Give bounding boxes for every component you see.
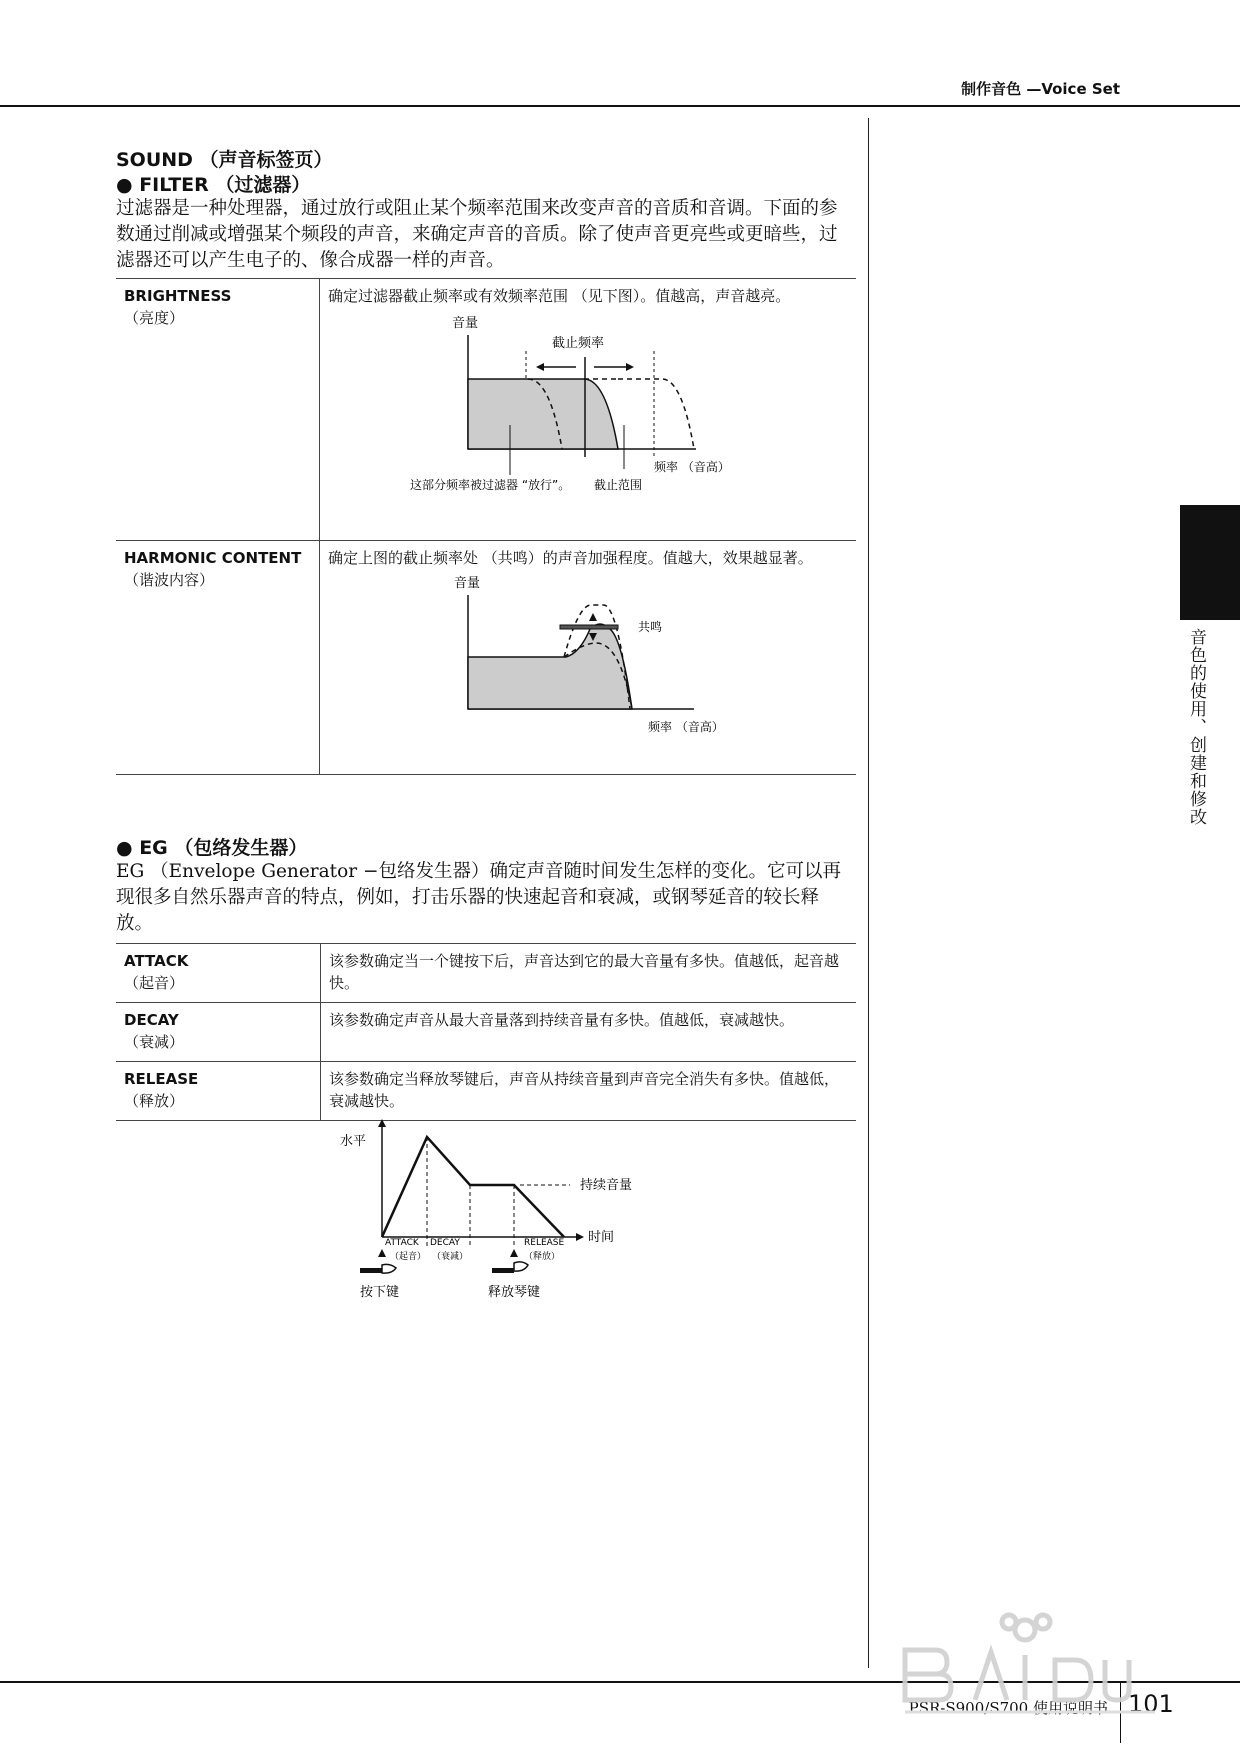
param-desc-cell [320, 541, 857, 775]
envelope-x-label: 时间 [588, 1230, 615, 1245]
side-tab-marker [1180, 505, 1240, 620]
sound-heading: SOUND （声音标签页） [116, 149, 333, 171]
table-row [116, 541, 856, 775]
eg-heading: ● EG （包络发生器） [116, 837, 308, 859]
attack-tag: ATTACK [385, 1238, 419, 1248]
watermark-logo [885, 1600, 1175, 1720]
filter-heading: ● FILTER （过滤器） [116, 174, 311, 196]
param-name-cell [116, 944, 321, 1003]
arrow-left-head [536, 363, 544, 371]
key-release-label: 释放琴键 [488, 1285, 541, 1300]
hand-press-icon [360, 1264, 396, 1273]
sustain-label: 持续音量 [580, 1178, 633, 1193]
param-name-cn: （释放） [124, 1092, 185, 1110]
brightness-diagram [328, 307, 848, 507]
table-row [116, 944, 856, 1003]
column-divider [868, 118, 869, 1668]
param-desc: 该参数确定当一个键按下后，声音达到它的最大音量有多快。值越低，起音越快。 [329, 952, 840, 992]
key-release-arrow [510, 1249, 518, 1257]
resonance-x-label: 频率 （音高） [648, 720, 724, 734]
param-name: ATTACK [124, 952, 189, 970]
hand-release-icon [492, 1262, 528, 1273]
eg-param-table [116, 943, 856, 1121]
resonance-diagram [328, 569, 848, 739]
decay-tag: DECAY [430, 1238, 460, 1248]
cut-range-label: 截止范围 [594, 478, 643, 492]
param-name-cn: （亮度） [124, 309, 185, 327]
param-name-cell [116, 1003, 321, 1062]
param-desc: 该参数确定声音从最大音量落到持续音量有多快。值越低，衰减越快。 [329, 1011, 795, 1029]
envelope-y-label: 水平 [340, 1134, 367, 1149]
eg-intro: EG （Envelope Generator −包络发生器）确定声音随时间发生怎样的变化。它可以再现很多自然乐器声音的特点，例如，打击乐器的快速起音和衰减，或钢琴延音的较长释放。 [116, 861, 841, 934]
param-desc: 该参数确定当释放琴键后，声音从持续音量到声音完全消失有多快。值越低，衰减越快。 [329, 1070, 840, 1110]
param-name-cn: （衰减） [124, 1033, 185, 1051]
param-desc: 确定上图的截止频率处 （共鸣）的声音加强程度。值越大，效果越显著。 [328, 549, 813, 567]
header-rule [0, 105, 1240, 107]
response-area [468, 624, 632, 709]
table-row [116, 279, 856, 541]
section-header: 制作音色 —Voice Set [961, 80, 1120, 98]
param-name-cell [116, 541, 320, 775]
resonance-bar [560, 625, 618, 629]
release-tag: RELEASE [524, 1238, 565, 1248]
key-press-arrow [378, 1249, 386, 1257]
key-press-label: 按下键 [360, 1285, 400, 1300]
param-desc: 确定过滤器截止频率或有效频率范围 （见下图）。值越高，声音越亮。 [328, 287, 791, 305]
param-name: HARMONIC CONTENT [124, 549, 302, 567]
table-row [116, 1003, 856, 1062]
param-name: DECAY [124, 1011, 179, 1029]
brightness-x-label: 频率 （音高） [654, 460, 730, 474]
cutoff-label: 截止频率 [552, 336, 605, 351]
brightness-y-label: 音量 [452, 316, 479, 331]
x-axis-head [576, 1233, 584, 1241]
decay-cn-tag: （衰减） [432, 1252, 469, 1262]
resonance-label: 共鸣 [638, 620, 663, 634]
table-row [116, 1062, 856, 1121]
y-axis-head [378, 1119, 386, 1127]
envelope-curve [382, 1137, 564, 1237]
param-desc-cell [320, 279, 857, 541]
param-name-cn: （谐波内容） [124, 571, 215, 589]
attack-cn-tag: （起音） [390, 1252, 427, 1262]
page-number: 101 [1128, 1690, 1174, 1718]
release-cn-tag: （释放） [524, 1252, 561, 1262]
resonance-arrow-up [589, 613, 597, 621]
param-name: BRIGHTNESS [124, 287, 232, 305]
param-name-cell [116, 1062, 321, 1121]
filter-intro: 过滤器是一种处理器，通过放行或阻止某个频率范围来改变声音的音质和音调。下面的参数通过削减或增强某个频段的声音，来确定声音的音质。除了使声音更亮些或更暗些，过滤器还可以产生电子的、像合成器一样的声音。 [116, 198, 838, 271]
param-name-cn: （起音） [124, 974, 185, 992]
high-cutoff-curve [618, 379, 694, 449]
arrow-right-head [626, 363, 634, 371]
side-tab-label: 音色的使用、创建和修改 [1186, 628, 1206, 826]
filter-param-table [116, 278, 856, 775]
resonance-y-label: 音量 [454, 576, 481, 591]
param-name-cell [116, 279, 320, 541]
envelope-diagram [330, 1115, 650, 1305]
passed-label: 这部分频率被过滤器 “放行”。 [410, 478, 571, 492]
param-name: RELEASE [124, 1070, 199, 1088]
manual-title: PSR-S900/S700 使用说明书 [908, 1699, 1108, 1717]
